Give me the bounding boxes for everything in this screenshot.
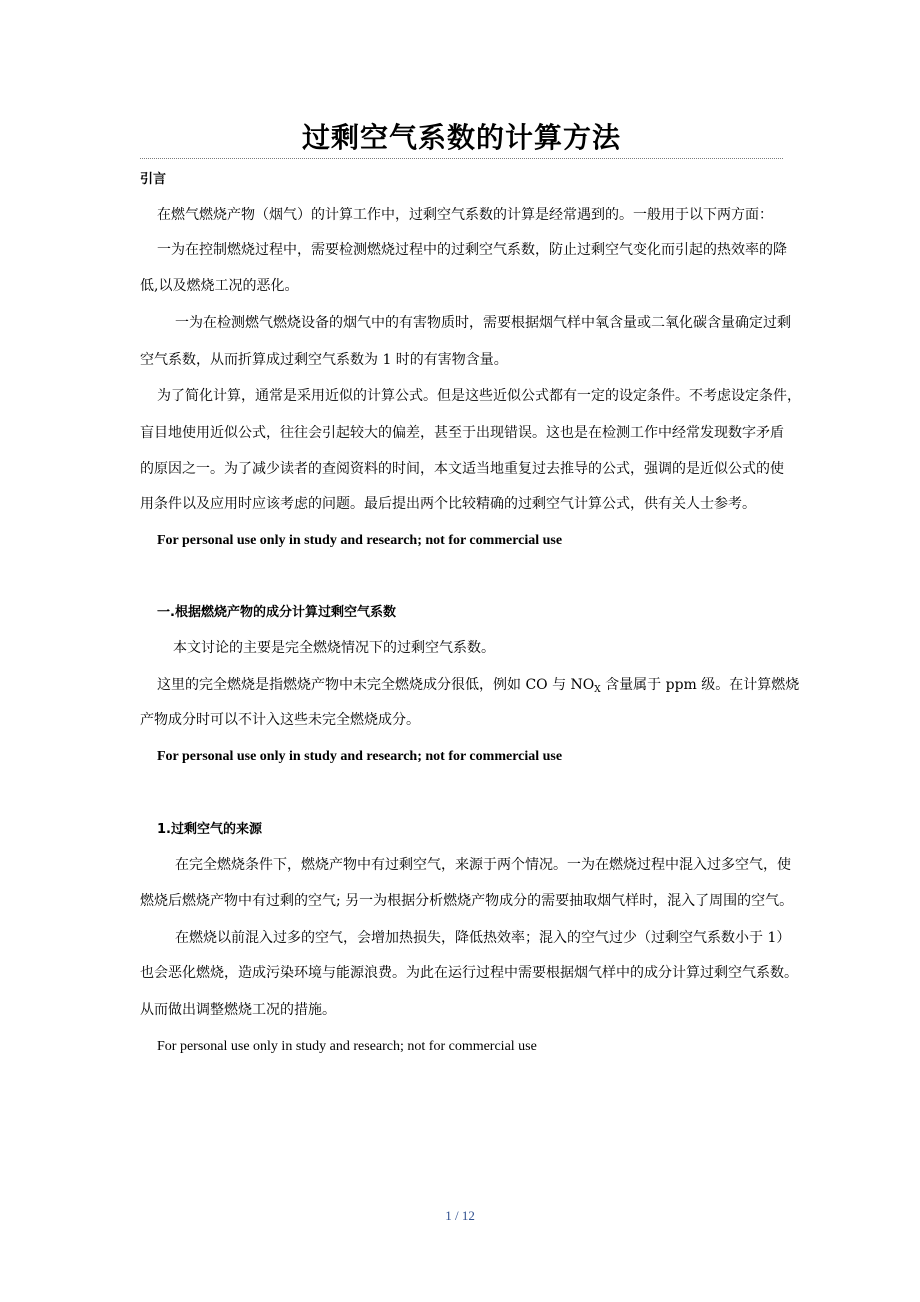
- subsection-heading: 1.过剩空气的来源: [157, 822, 262, 837]
- title-divider: [140, 158, 783, 159]
- intro-paragraph-3-line-1: 一为在检测燃气燃烧设备的烟气中的有害物质时，需要根据烟气样中氧含量或二氧化碳含量确定过剩: [175, 315, 791, 331]
- intro-paragraph-4-line-1: 为了简化计算，通常是采用近似的计算公式。但是这些近似公式都有一定的设定条件。不考虑设定条件，: [157, 388, 801, 404]
- intro-paragraph-1: 在燃气燃烧产物（烟气）的计算工作中，过剩空气系数的计算是经常遇到的。一般用于以下两方面：: [157, 207, 773, 223]
- page-total: 12: [461, 1208, 475, 1223]
- section-paragraph-1: 本文讨论的主要是完全燃烧情况下的过剩空气系数。: [173, 640, 495, 656]
- notice-text: For personal use only in study and research; not for commercial use: [157, 1039, 537, 1054]
- intro-paragraph-4-line-2: 盲目地使用近似公式，往往会引起较大的偏差，甚至于出现错误。这也是在检测工作中经常发现数字矛盾: [140, 425, 784, 441]
- section-paragraph-2-line-2: 产物成分时可以不计入这些未完全燃烧成分。: [140, 712, 420, 728]
- section-heading: 一.根据燃烧产物的成分计算过剩空气系数: [157, 605, 396, 620]
- intro-paragraph-4-line-3: 的原因之一。为了减少读者的查阅资料的时间，本文适当地重复过去推导的公式，强调的是近似公式的使: [140, 461, 784, 477]
- document-title: 过剩空气系数的计算方法: [301, 121, 621, 154]
- section-paragraph-2-text-a: 这里的完全燃烧是指燃烧产物中未完全燃烧成分很低，例如 CO 与 NO: [157, 677, 595, 693]
- intro-paragraph-4-line-4: 用条件以及应用时应该考虑的问题。最后提出两个比较精确的过剩空气计算公式，供有关人士参考。: [140, 496, 756, 512]
- page-current: 1: [445, 1208, 452, 1223]
- page-number: [0, 1208, 920, 1224]
- intro-paragraph-3-line-2: 空气系数，从而折算成过剩空气系数为 1 时的有害物含量。: [140, 352, 508, 368]
- intro-paragraph-2-line-1: 一为在控制燃烧过程中，需要检测燃烧过程中的过剩空气系数，防止过剩空气变化而引起的热效率的降: [157, 242, 787, 258]
- section-paragraph-2-line-1: [140, 675, 800, 695]
- notice-text: For personal use only in study and research; not for commercial use: [157, 749, 563, 764]
- subsection-paragraph-2-line-2: 也会恶化燃烧，造成污染环境与能源浪费。为此在运行过程中需要根据烟气样中的成分计算过剩空气系数。: [140, 965, 798, 981]
- subsection-paragraph-2-line-1: 在燃烧以前混入过多的空气，会增加热损失，降低热效率；混入的空气过少（过剩空气系数小于 1）: [175, 930, 791, 946]
- section-paragraph-2-text-b: 含量属于 ppm 级。在计算燃烧: [600, 677, 800, 693]
- intro-heading: 引言: [140, 172, 167, 187]
- notice-text: For personal use only in study and research; not for commercial use: [157, 533, 563, 548]
- subscript-x: X: [594, 685, 601, 695]
- intro-paragraph-2-line-2: 低,以及燃烧工况的恶化。: [140, 278, 299, 294]
- subsection-paragraph-1-line-1: 在完全燃烧条件下，燃烧产物中有过剩空气，来源于两个情况。一为在燃烧过程中混入过多空气，使: [175, 857, 791, 873]
- subsection-paragraph-2-line-3: 从而做出调整燃烧工况的措施。: [140, 1002, 336, 1018]
- page-separator: /: [454, 1208, 459, 1223]
- subsection-paragraph-1-line-2: 燃烧后燃烧产物中有过剩的空气; 另一为根据分析燃烧产物成分的需要抽取烟气样时，混入了周围的空气。: [140, 893, 794, 909]
